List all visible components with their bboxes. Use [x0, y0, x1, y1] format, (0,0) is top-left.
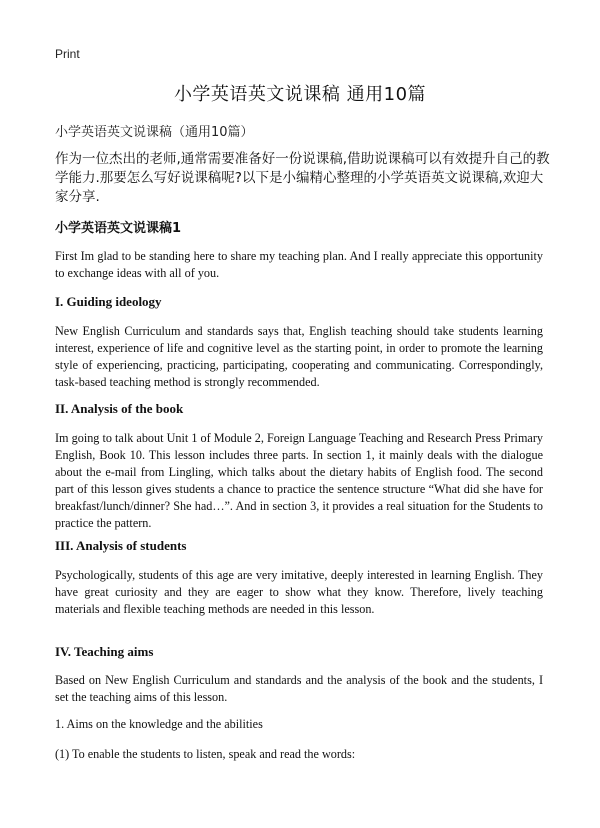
- aims-item: 1. Aims on the knowledge and the abilities: [55, 717, 263, 731]
- aims-item: (1) To enable the students to listen, speak and read the words:: [55, 747, 356, 761]
- heading-analysis-students: III. Analysis of students: [55, 538, 187, 553]
- analysis-students-paragraph: Psychologically, students of this age are very imitative, deeply interested in learning English. They have great curiosity and they are eager to show what they know. Therefore, lively teaching materials and flexible teaching methods are needed in this lesson.: [55, 568, 543, 616]
- document-title: 小学英语英文说课稿 通用10篇: [173, 84, 427, 105]
- document-subtitle: 小学英语英文说课稿（通用10篇）: [55, 125, 254, 140]
- analysis-book-paragraph: Im going to talk about Unit 1 of Module 2, Foreign Language Teaching and Research Press Primary English, Book 10. This lesson includes three parts. In section 1, it mainly deals with the dialogue about the e-mail from Lingling, which talks about the dietary habits of English food. The second part of this lesson gives students a chance to practice the sentence structure “What did she have for breakfast/lunch/dinner? She had…”. And in section 3, it provides a real situation for the Students to practice the pattern.: [55, 431, 543, 530]
- opening-paragraph: First Im glad to be standing here to share my teaching plan. And I really appreciate this opportunity to exchange ideas with all of you.: [55, 249, 543, 280]
- heading-analysis-book: II. Analysis of the book: [55, 401, 184, 416]
- heading-teaching-aims: IV. Teaching aims: [55, 644, 154, 659]
- heading-guiding-ideology: I. Guiding ideology: [55, 294, 162, 309]
- teaching-aims-paragraph: Based on New English Curriculum and standards and the analysis of the book and the students, I set the teaching aims of this lesson.: [55, 673, 543, 704]
- section-heading: 小学英语英文说课稿1: [55, 221, 182, 236]
- print-label[interactable]: Print: [55, 47, 80, 61]
- guiding-ideology-paragraph: New English Curriculum and standards says that, English teaching should take students learning interest, experience of life and cognitive level as the starting point, in order to promote the learning style of experiencing, practicing, participating, cooperating and communicating. Correspondingly, task-based teaching method is strongly recommended.: [55, 324, 543, 389]
- intro-paragraph: 作为一位杰出的老师,通常需要准备好一份说课稿,借助说课稿可以有效提升自己的教学能力.那要怎么写好说课稿呢?以下是小编精心整理的小学英语英文说课稿,欢迎大家分享.: [55, 151, 550, 205]
